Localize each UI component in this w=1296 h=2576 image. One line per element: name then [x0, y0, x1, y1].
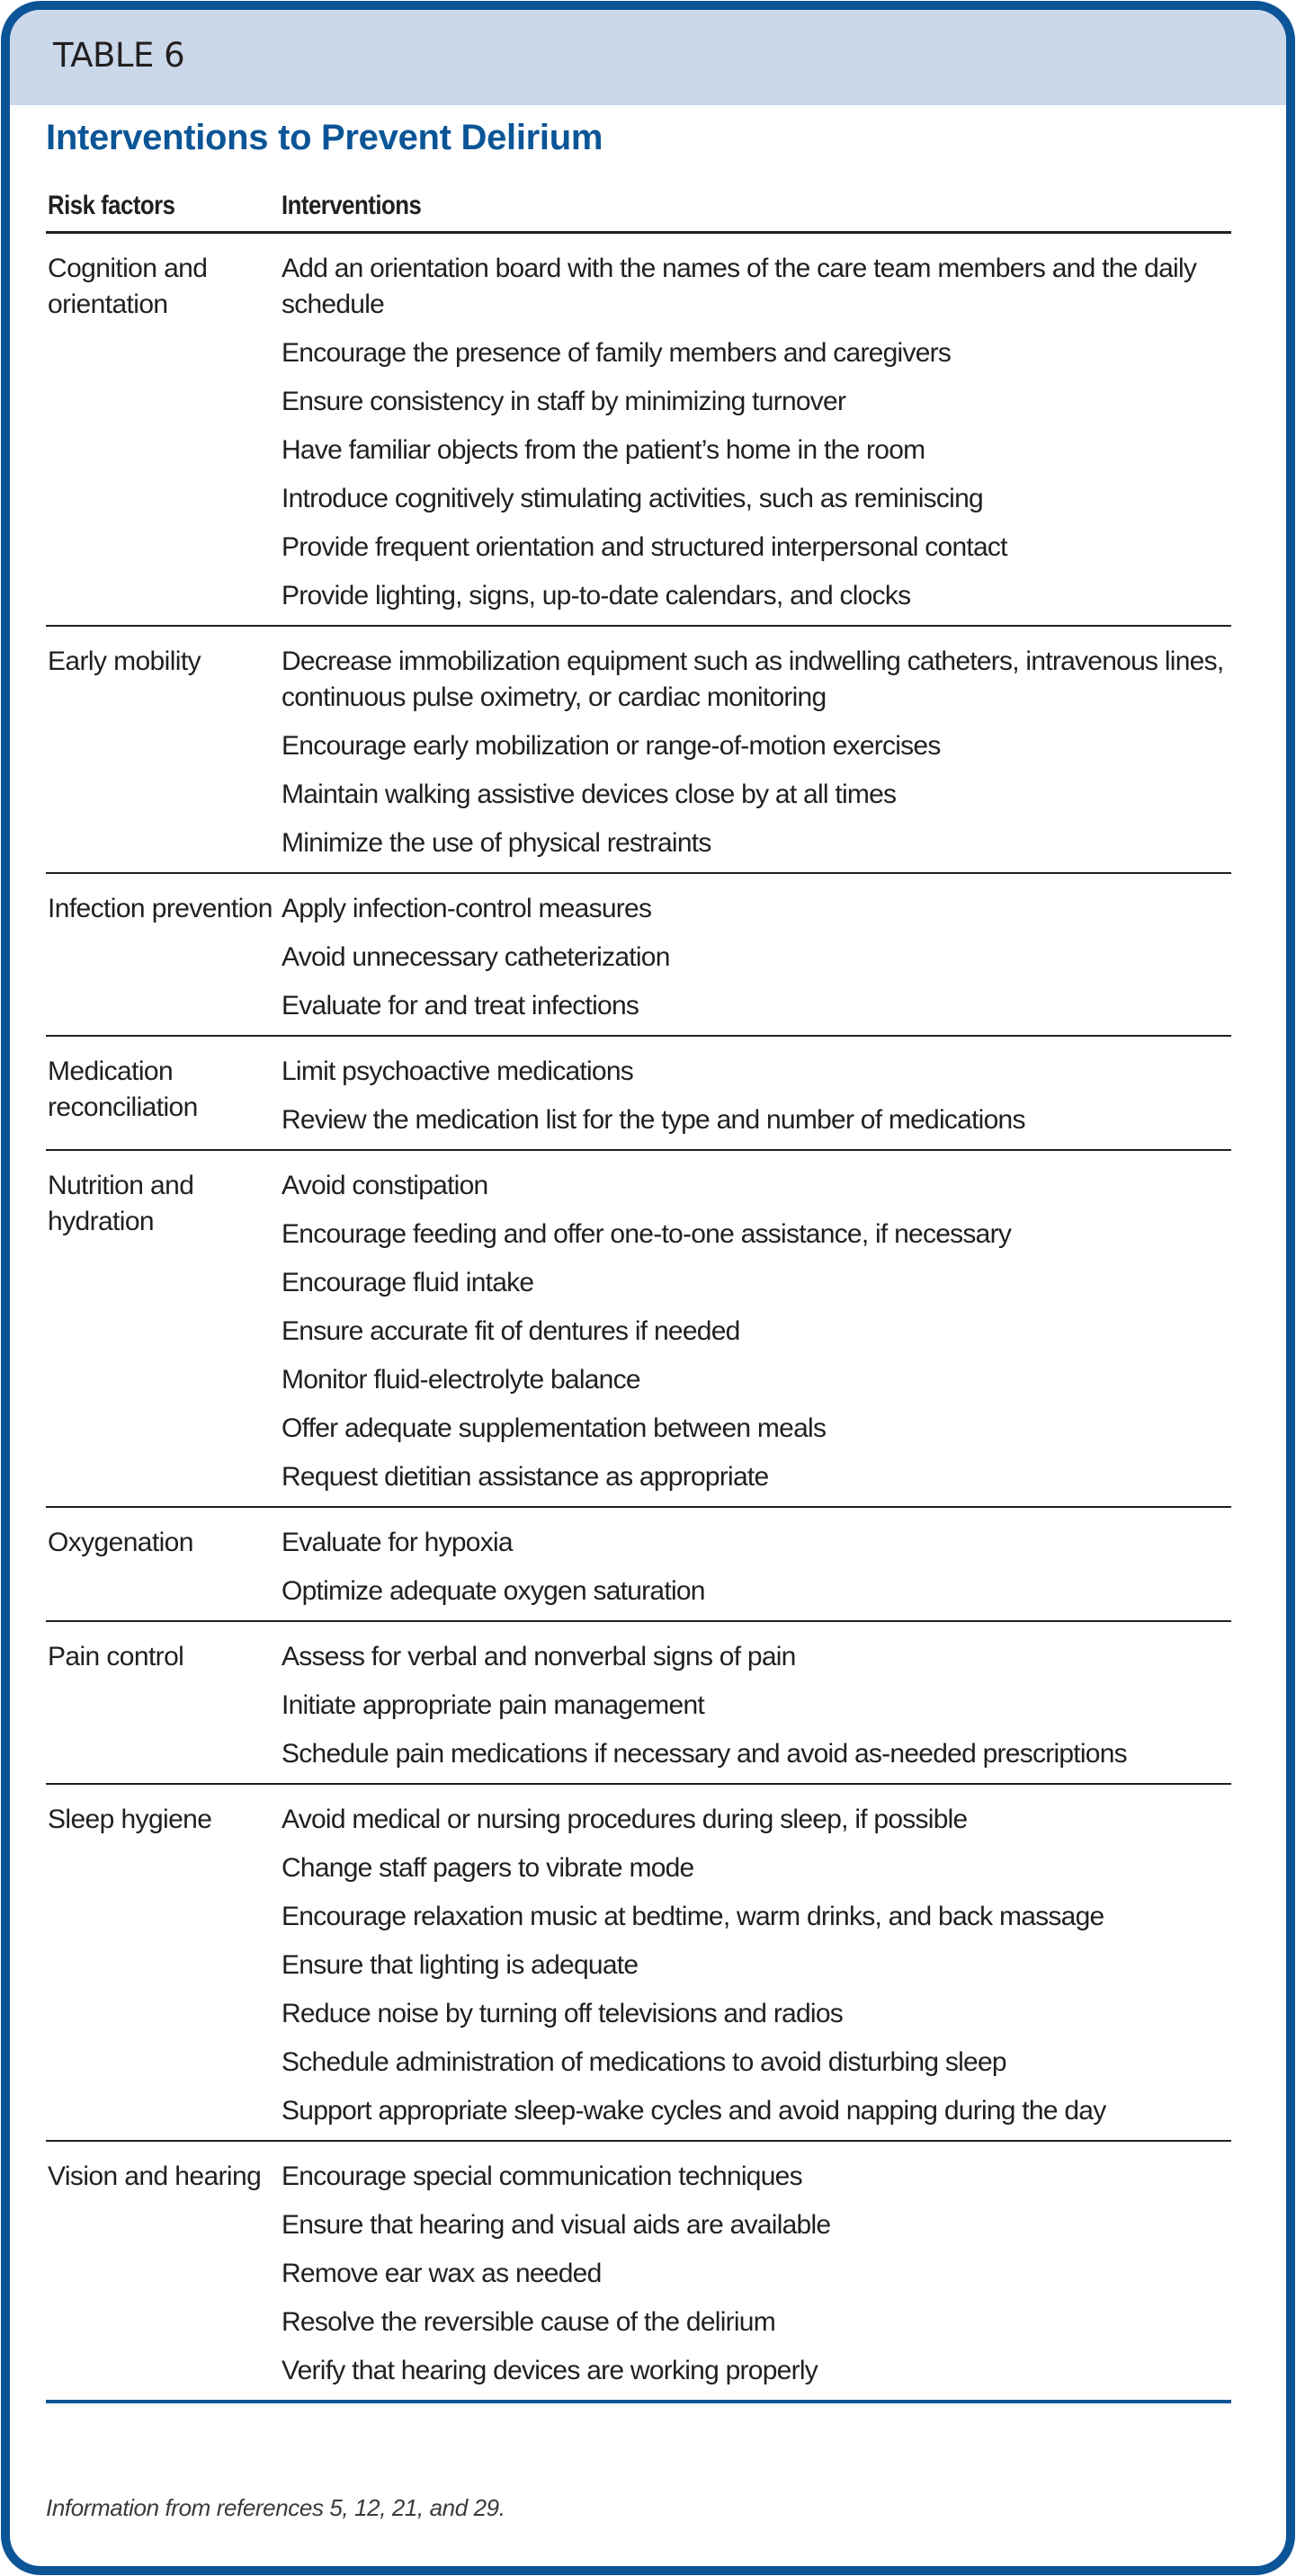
intervention-item: Ensure accurate fit of dentures if needed [282, 1316, 740, 1346]
table-row [46, 2142, 1231, 2403]
intervention-item: Decrease immobilization equipment such as indwelling catheters, intravenous lines, continuous pulse oximetry, or cardiac monitoring [282, 646, 1224, 712]
intervention-item: Encourage relaxation music at bedtime, warm drinks, and back massage [282, 1902, 1104, 1931]
table-row [46, 874, 1231, 1037]
intervention-item: Offer adequate supplementation between meals [282, 1413, 827, 1443]
intervention-item: Encourage fluid intake [282, 1268, 534, 1297]
intervention-item: Resolve the reversible cause of the delirium [282, 2307, 775, 2337]
intervention-item: Evaluate for and treat infections [282, 991, 639, 1021]
intervention-item: Initiate appropriate pain management [282, 1690, 704, 1720]
intervention-item: Add an orientation board with the names of the care team members and the daily schedule [282, 254, 1197, 319]
risk-factor-cell: Oxygenation [48, 1528, 193, 1557]
intervention-item: Assess for verbal and nonverbal signs of pain [282, 1642, 796, 1671]
table-row [46, 627, 1231, 874]
interventions-cell [282, 1168, 1231, 1495]
table-row [46, 1785, 1231, 2142]
risk-factor-cell: Sleep hygiene [48, 1805, 212, 1834]
intervention-item: Minimize the use of physical restraints [282, 828, 711, 858]
table-label: TABLE 6 [53, 36, 185, 75]
intervention-item: Remove ear wax as needed [282, 2259, 602, 2288]
footnote: Information from references 5, 12, 21, and 29. [46, 2494, 505, 2521]
interventions-cell [282, 2159, 1231, 2389]
intervention-item: Avoid medical or nursing procedures during sleep, if possible [282, 1805, 968, 1834]
interventions-cell [282, 891, 1231, 1024]
interventions-cell [282, 1525, 1231, 1609]
risk-factor-cell: Vision and hearing [48, 2162, 262, 2191]
risk-factor-cell: Pain control [48, 1642, 184, 1671]
intervention-item: Support appropriate sleep-wake cycles and avoid napping during the day [282, 2096, 1106, 2126]
table-header-band [10, 10, 1286, 105]
intervention-item: Change staff pagers to vibrate mode [282, 1853, 694, 1883]
table-row [46, 1151, 1231, 1508]
intervention-item: Provide frequent orientation and structured interpersonal contact [282, 532, 1007, 562]
table-row [46, 1508, 1231, 1622]
risk-factor-cell: Infection prevention [48, 894, 273, 923]
intervention-item: Ensure that lighting is adequate [282, 1950, 639, 1980]
risk-factor-cell: Early mobility [48, 646, 201, 676]
intervention-item: Encourage the presence of family members and caregivers [282, 338, 952, 368]
column-header-interventions: Interventions [282, 191, 422, 220]
table-row [46, 234, 1231, 627]
intervention-item: Limit psychoactive medications [282, 1056, 634, 1086]
intervention-item: Have familiar objects from the patient’s home in the room [282, 435, 925, 465]
risk-factor-cell: Medication reconciliation [48, 1056, 198, 1122]
table-title: Interventions to Prevent Delirium [46, 118, 603, 157]
interventions-cell [282, 644, 1231, 861]
interventions-cell [282, 1802, 1231, 2129]
column-header-risk-factors: Risk factors [48, 191, 175, 220]
intervention-item: Apply infection-control measures [282, 894, 652, 923]
intervention-item: Request dietitian assistance as appropriate [282, 1462, 769, 1492]
intervention-item: Encourage feeding and offer one-to-one assistance, if necessary [282, 1219, 1012, 1249]
intervention-item: Review the medication list for the type and number of medications [282, 1105, 1025, 1135]
intervention-item: Avoid unnecessary catheterization [282, 942, 670, 972]
intervention-item: Avoid constipation [282, 1171, 488, 1200]
intervention-item: Reduce noise by turning off televisions and radios [282, 1999, 844, 2028]
interventions-cell [282, 1639, 1231, 1772]
risk-factor-cell: Cognition and orientation [48, 254, 208, 319]
intervention-item: Optimize adequate oxygen saturation [282, 1576, 705, 1606]
intervention-item: Verify that hearing devices are working properly [282, 2356, 818, 2385]
intervention-item: Schedule administration of medications to avoid disturbing sleep [282, 2047, 1006, 2077]
intervention-item: Schedule pain medications if necessary and avoid as-needed prescriptions [282, 1739, 1127, 1769]
table-row [46, 1622, 1231, 1785]
intervention-item: Evaluate for hypoxia [282, 1528, 513, 1557]
interventions-cell [282, 251, 1231, 614]
intervention-item: Encourage early mobilization or range-of-motion exercises [282, 731, 941, 761]
interventions-cell [282, 1054, 1231, 1138]
intervention-item: Encourage special communication techniques [282, 2162, 802, 2191]
intervention-item: Monitor fluid-electrolyte balance [282, 1365, 640, 1395]
intervention-item: Introduce cognitively stimulating activities, such as reminiscing [282, 484, 983, 513]
intervention-item: Ensure consistency in staff by minimizing turnover [282, 387, 846, 416]
table-row [46, 1037, 1231, 1151]
column-header-row [46, 186, 1231, 234]
table-body [46, 234, 1231, 2403]
intervention-item: Ensure that hearing and visual aids are available [282, 2210, 831, 2240]
intervention-item: Provide lighting, signs, up-to-date calendars, and clocks [282, 581, 911, 611]
intervention-item: Maintain walking assistive devices close by at all times [282, 780, 897, 809]
risk-factor-cell: Nutrition and hydration [48, 1171, 194, 1236]
